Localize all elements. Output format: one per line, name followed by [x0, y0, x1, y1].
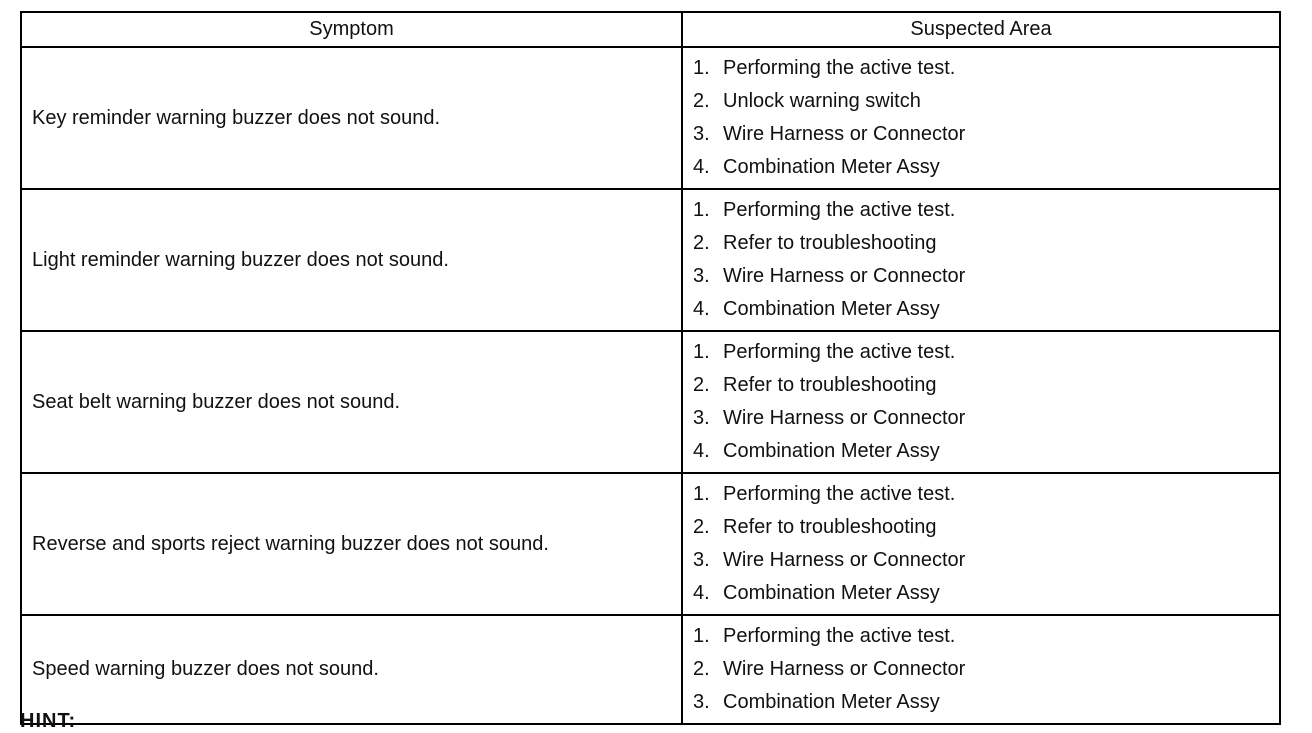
suspected-area-list — [683, 48, 1279, 188]
table-row — [21, 331, 1280, 473]
list-item — [693, 293, 1279, 326]
list-item — [693, 227, 1279, 260]
list-item — [693, 544, 1279, 577]
list-item-text: Wire Harness or Connector — [723, 549, 966, 571]
list-item — [693, 85, 1279, 118]
list-item-text: Performing the active test. — [723, 625, 956, 647]
list-item-text: Refer to troubleshooting — [723, 516, 937, 538]
list-item — [693, 435, 1279, 468]
list-item — [693, 478, 1279, 511]
table-row — [21, 47, 1280, 189]
symptom-cell: Speed warning buzzer does not sound. — [21, 615, 682, 724]
list-item — [693, 260, 1279, 293]
list-item-text: Combination Meter Assy — [723, 691, 940, 713]
symptom-cell: Key reminder warning buzzer does not sound. — [21, 47, 682, 189]
list-item-number: 4. — [693, 440, 710, 462]
list-item — [693, 151, 1279, 184]
list-item-text: Unlock warning switch — [723, 90, 921, 112]
list-item — [693, 52, 1279, 85]
list-item-text: Combination Meter Assy — [723, 156, 940, 178]
list-item-number: 3. — [693, 691, 710, 713]
list-item-text: Refer to troubleshooting — [723, 232, 937, 254]
symptom-cell: Seat belt warning buzzer does not sound. — [21, 331, 682, 473]
list-item-number: 3. — [693, 549, 710, 571]
list-item — [693, 118, 1279, 151]
list-item — [693, 336, 1279, 369]
list-item-text: Performing the active test. — [723, 57, 956, 79]
list-item-number: 3. — [693, 265, 710, 287]
suspected-area-cell — [682, 473, 1280, 615]
symptom-cell: Reverse and sports reject warning buzzer does not sound. — [21, 473, 682, 615]
list-item-number: 2. — [693, 516, 710, 538]
symptom-table-wrapper — [20, 11, 1279, 725]
list-item-text: Wire Harness or Connector — [723, 265, 966, 287]
list-item — [693, 620, 1279, 653]
list-item-number: 4. — [693, 156, 710, 178]
list-item — [693, 194, 1279, 227]
suspected-area-list — [683, 332, 1279, 472]
list-item-text: Wire Harness or Connector — [723, 658, 966, 680]
list-item-number: 1. — [693, 625, 710, 647]
list-item-text: Performing the active test. — [723, 341, 956, 363]
list-item — [693, 511, 1279, 544]
list-item-number: 1. — [693, 199, 710, 221]
suspected-area-cell — [682, 189, 1280, 331]
list-item-text: Performing the active test. — [723, 199, 956, 221]
symptom-cell: Light reminder warning buzzer does not sound. — [21, 189, 682, 331]
list-item-number: 4. — [693, 582, 710, 604]
table-row — [21, 615, 1280, 724]
list-item-number: 2. — [693, 232, 710, 254]
list-item — [693, 369, 1279, 402]
list-item-number: 2. — [693, 658, 710, 680]
suspected-area-cell — [682, 331, 1280, 473]
list-item-number: 3. — [693, 407, 710, 429]
header-suspected-area: Suspected Area — [682, 12, 1280, 47]
suspected-area-list — [683, 190, 1279, 330]
list-item-number: 2. — [693, 374, 710, 396]
table-body — [21, 47, 1280, 724]
table-row — [21, 473, 1280, 615]
list-item — [693, 653, 1279, 686]
symptom-table — [20, 11, 1281, 725]
hint-label: HINT: — [20, 710, 77, 732]
header-symptom: Symptom — [21, 12, 682, 47]
list-item-text: Performing the active test. — [723, 483, 956, 505]
list-item-number: 1. — [693, 57, 710, 79]
list-item — [693, 402, 1279, 435]
list-item-number: 4. — [693, 298, 710, 320]
suspected-area-cell — [682, 615, 1280, 724]
table-header-row — [21, 12, 1280, 47]
list-item — [693, 686, 1279, 719]
suspected-area-list — [683, 474, 1279, 614]
list-item-text: Refer to troubleshooting — [723, 374, 937, 396]
list-item-text: Combination Meter Assy — [723, 298, 940, 320]
list-item — [693, 577, 1279, 610]
table-row — [21, 189, 1280, 331]
list-item-text: Combination Meter Assy — [723, 440, 940, 462]
suspected-area-list — [683, 616, 1279, 723]
list-item-text: Wire Harness or Connector — [723, 407, 966, 429]
suspected-area-cell — [682, 47, 1280, 189]
list-item-text: Wire Harness or Connector — [723, 123, 966, 145]
list-item-number: 3. — [693, 123, 710, 145]
list-item-number: 1. — [693, 483, 710, 505]
list-item-number: 2. — [693, 90, 710, 112]
list-item-text: Combination Meter Assy — [723, 582, 940, 604]
list-item-number: 1. — [693, 341, 710, 363]
